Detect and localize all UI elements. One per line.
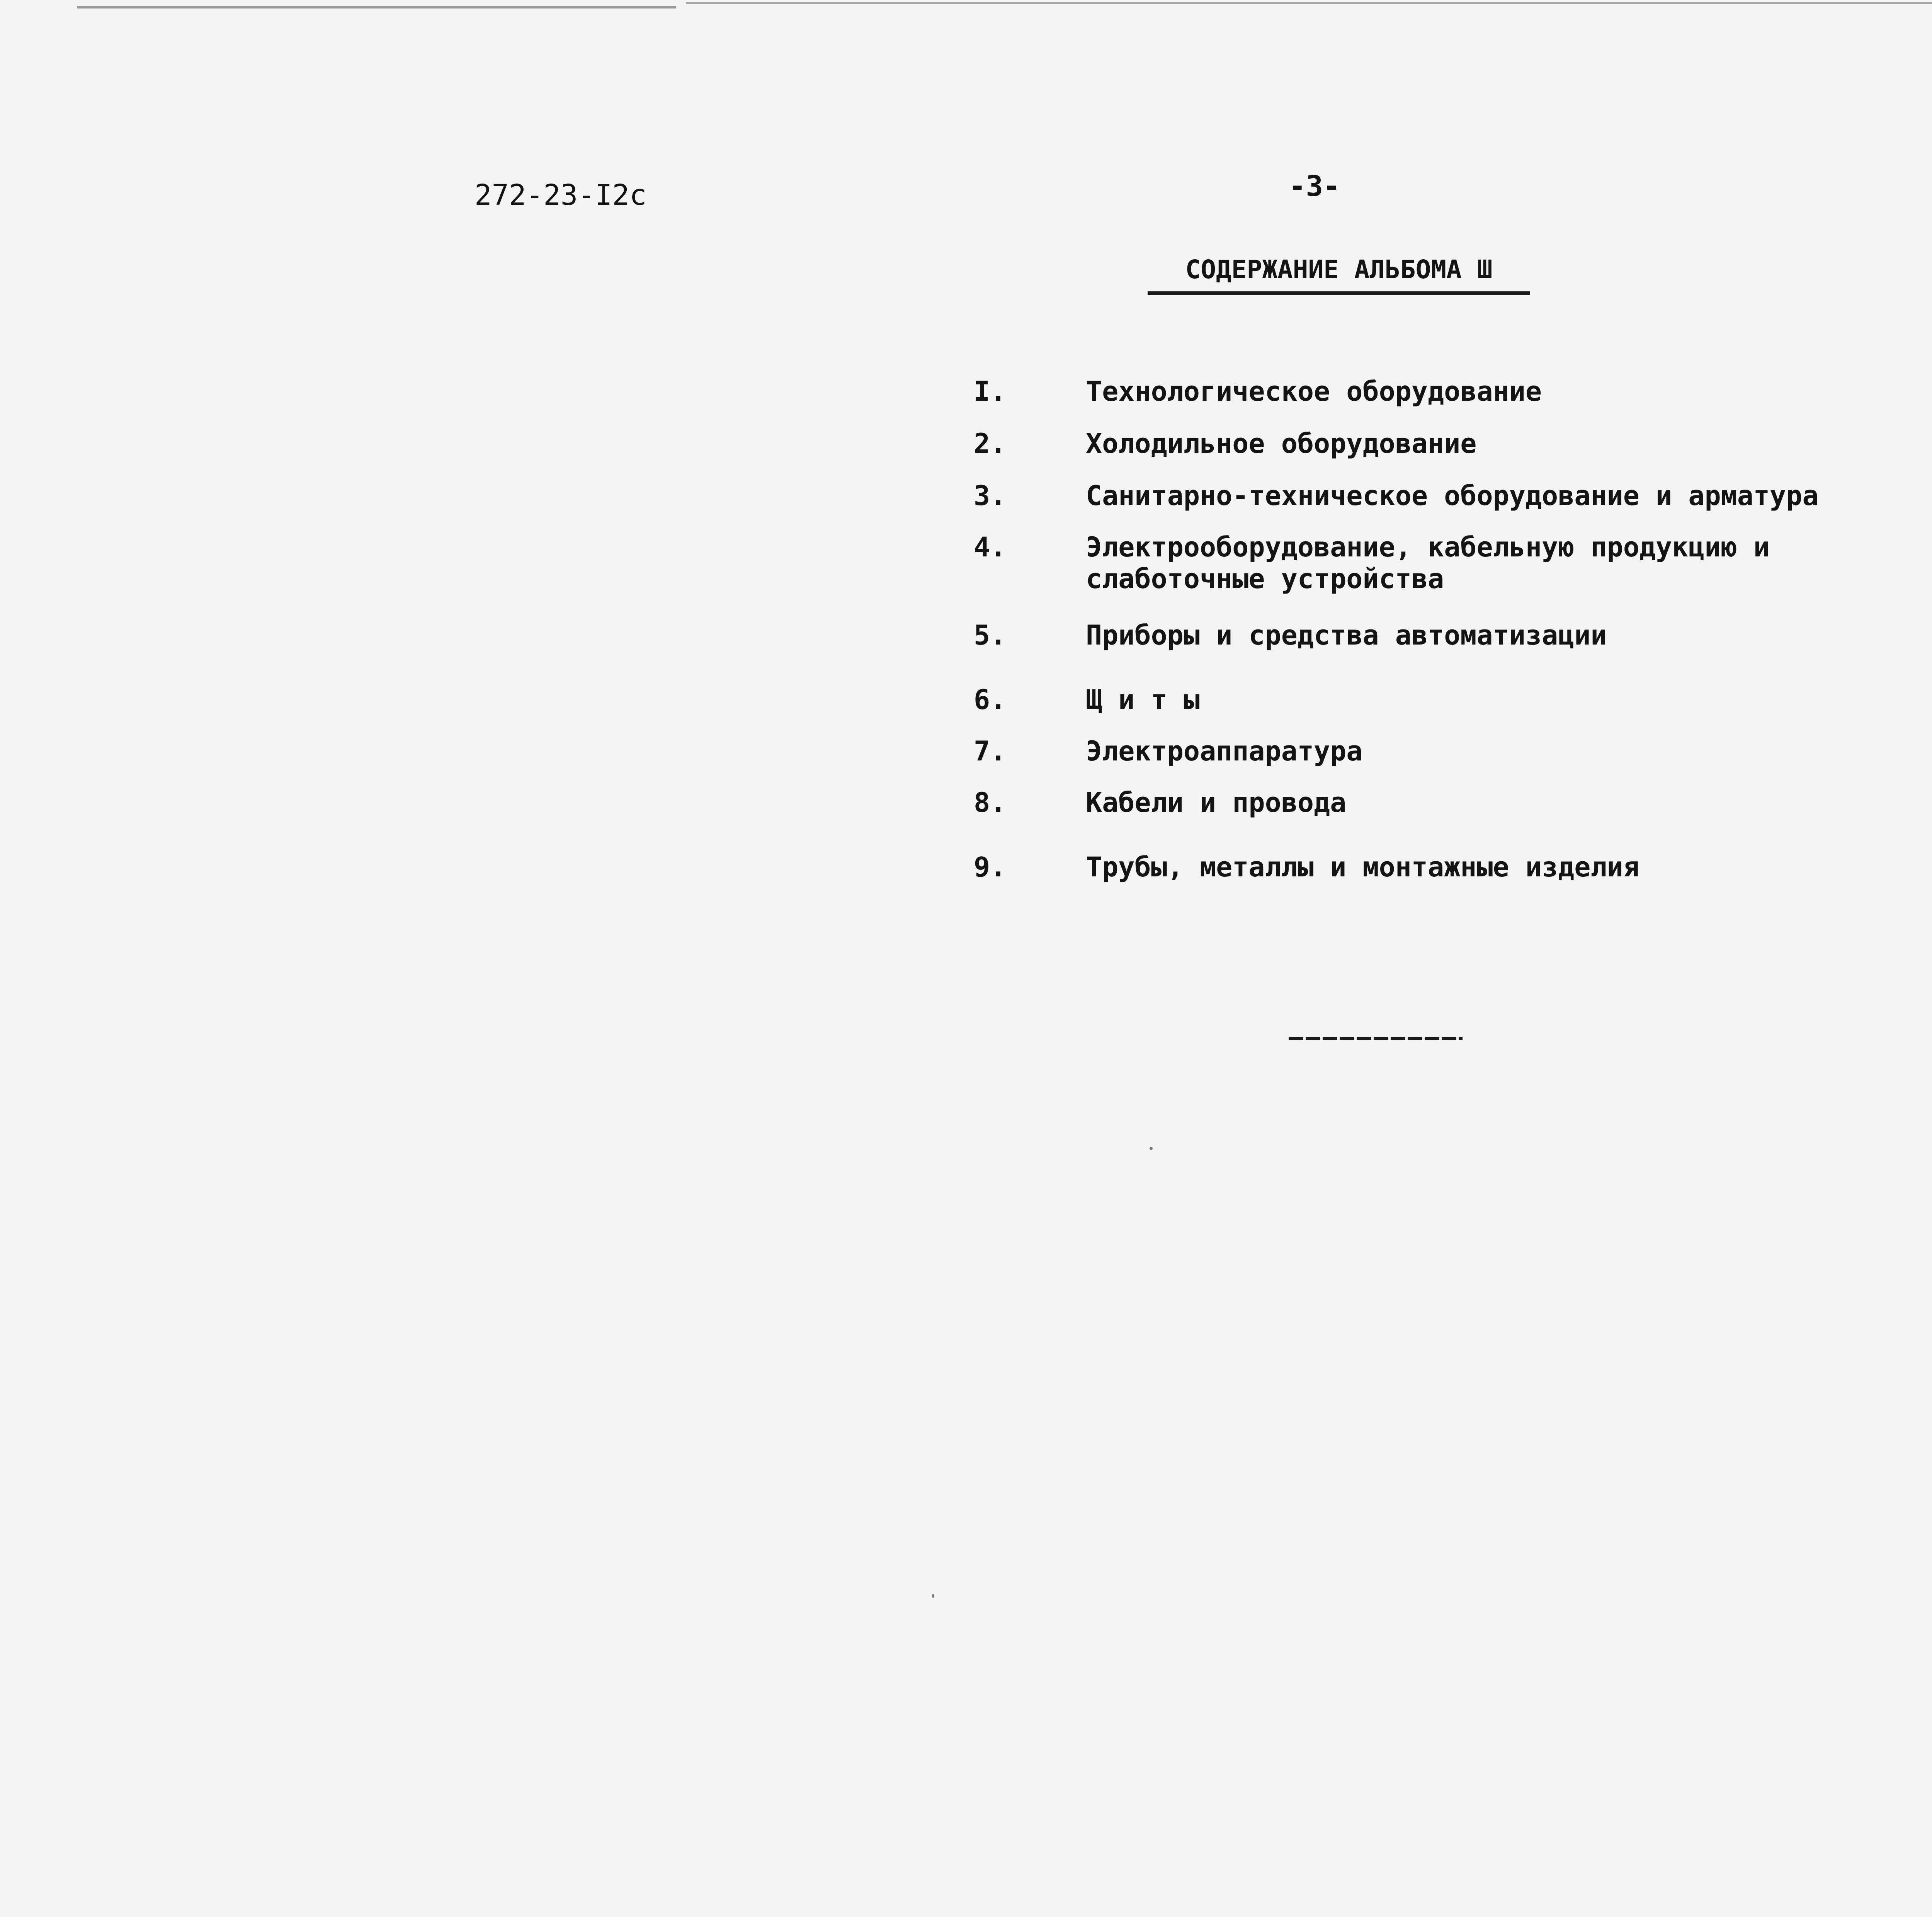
toc-title: Технологическое оборудование bbox=[1086, 376, 1542, 407]
toc-title: Холодильное оборудование bbox=[1086, 428, 1477, 459]
toc-number: 3. bbox=[974, 480, 1007, 512]
toc-number: 9. bbox=[974, 851, 1007, 883]
toc-number: 2. bbox=[974, 428, 1007, 459]
doc-code: 272-23-I2c bbox=[474, 179, 647, 212]
top-edge-line bbox=[77, 6, 676, 9]
toc-number: 5. bbox=[974, 619, 1007, 651]
paper-speck bbox=[1150, 1147, 1153, 1150]
toc-title: Щ и т ы bbox=[1086, 684, 1200, 716]
toc-title: Кабели и провода bbox=[1086, 787, 1347, 818]
top-edge-line bbox=[686, 2, 1932, 4]
toc-number: 6. bbox=[974, 684, 1007, 716]
toc-number: 7. bbox=[974, 735, 1007, 767]
end-separator bbox=[1289, 1037, 1463, 1040]
paper-speck bbox=[932, 1594, 934, 1598]
toc-title: Трубы, металлы и монтажные изделия bbox=[1086, 851, 1639, 883]
title-underline bbox=[1148, 291, 1530, 295]
toc-title: Электроаппаратура bbox=[1086, 735, 1363, 767]
toc-title: Электрооборудование, кабельную продукцию и слаботочные устройства bbox=[1086, 531, 1770, 595]
toc-title: Приборы и средства автоматизации bbox=[1086, 619, 1607, 651]
page-number: -3- bbox=[1289, 170, 1340, 203]
page-title: СОДЕРЖАНИЕ АЛЬБОМА Ш bbox=[1185, 255, 1493, 284]
toc-title: Санитарно-техническое оборудование и арматура bbox=[1086, 480, 1819, 512]
toc-number: 4. bbox=[974, 531, 1007, 563]
toc-number: I. bbox=[974, 376, 1007, 407]
toc-number: 8. bbox=[974, 787, 1007, 818]
